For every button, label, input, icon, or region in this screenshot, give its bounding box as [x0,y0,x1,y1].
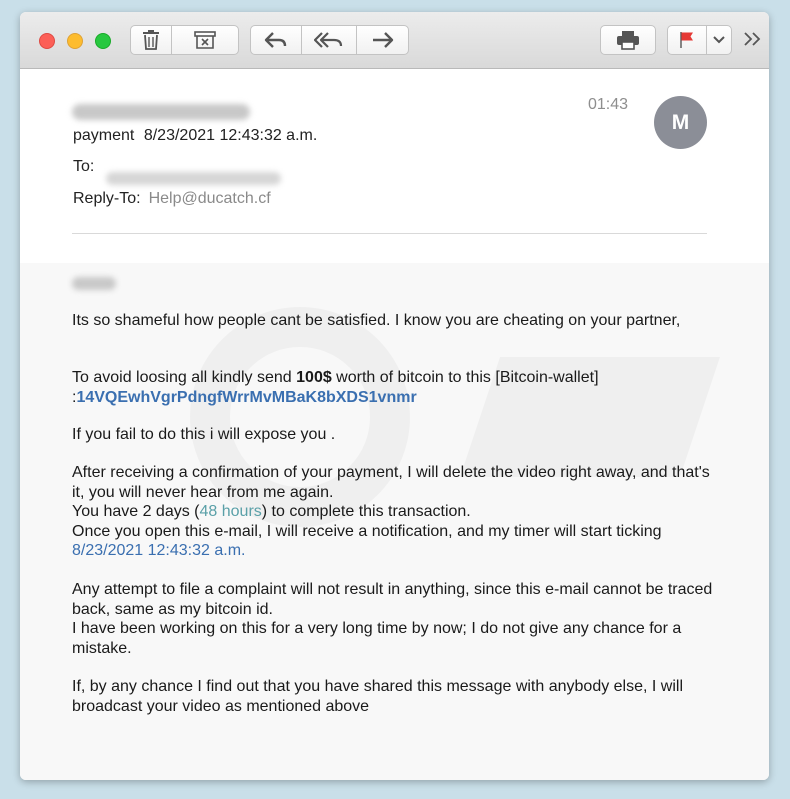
more-chevrons-icon [742,30,762,48]
flag-icon [679,31,695,49]
message-body [20,247,769,780]
paragraph-5-text-b: I have been working on this for a very long time by now; I do not give any chance for a mistake. [72,620,682,657]
reply-all-icon [314,31,344,49]
flag-button[interactable] [667,25,707,55]
chevron-down-icon [713,36,725,44]
subject: payment [73,127,135,144]
mail-window [20,12,769,780]
print-button[interactable] [600,25,656,55]
forward-button[interactable] [356,25,409,55]
hours-link[interactable]: 48 hours [199,503,262,520]
paragraph-4 [72,463,722,561]
close-window-button[interactable] [39,33,55,49]
timer-date-link[interactable]: 8/23/2021 12:43:32 a.m. [72,542,246,559]
ransom-amount: 100$ [296,369,332,386]
wallet-colon: : [72,388,77,406]
print-icon [616,30,640,50]
paragraph-2 [72,368,722,407]
paragraph-4-text-c: Once you open this e-mail, I will receive a notification, and my timer will start ticking [72,522,662,540]
reply-all-button[interactable] [301,25,357,55]
paragraph-4-text-b2: ) to complete this transaction. [261,503,471,520]
delete-button[interactable] [130,25,172,55]
forward-icon [371,31,395,49]
paragraph-4-text-a: After receiving a confirmation of your payment, I will delete the video right away, and that's it, you will never hear from me again. [72,464,710,501]
message-time: 01:43 [588,96,629,113]
avatar [654,96,707,149]
trash-icon [141,29,161,51]
to-label: To: [73,158,95,175]
paragraph-5-text-a: Any attempt to file a complaint will not result in anything, since this e-mail cannot be traced back, same as my bitcoin id. [72,581,713,618]
greeting-redacted [72,277,116,290]
message-date: 8/23/2021 12:43:32 a.m. [143,127,318,144]
paragraph-4-text-b1: You have 2 days ( [72,503,200,520]
zoom-window-button[interactable] [95,33,111,49]
paragraph-3: If you fail to do this i will expose you . [72,426,336,443]
subject-line [73,127,317,145]
toolbar-overflow-button[interactable] [742,30,762,53]
header-divider [72,233,707,234]
to-line [73,158,94,176]
archive-icon [194,30,216,50]
toolbar [20,12,769,69]
paragraph-2-text-b: worth of bitcoin to this [Bitcoin-wallet] [331,369,599,386]
archive-button[interactable] [171,25,239,55]
paragraph-5 [72,580,722,658]
reply-to-label: Reply-To: [73,190,141,207]
recipient-redacted [106,172,281,185]
reply-to-line [73,190,271,208]
minimize-window-button[interactable] [67,33,83,49]
reply-button[interactable] [250,25,302,55]
reply-to-address[interactable]: Help@ducatch.cf [148,190,271,207]
paragraph-2-text-a: To avoid loosing all kindly send [72,369,297,386]
paragraph-6: If, by any chance I find out that you have shared this message with anybody else, I will broadcast your video as mentioned above [72,678,684,715]
flag-menu-button[interactable] [706,25,732,55]
paragraph-1: Its so shameful how people cant be satisfied. I know you are cheating on your partner, [72,312,681,329]
bitcoin-wallet-link[interactable]: 14VQEwhVgrPdngfWrrMvMBaK8bXDS1vnmr [76,388,417,406]
reply-icon [264,31,288,49]
sender-redacted [72,104,250,120]
avatar-initial: M [671,110,690,134]
